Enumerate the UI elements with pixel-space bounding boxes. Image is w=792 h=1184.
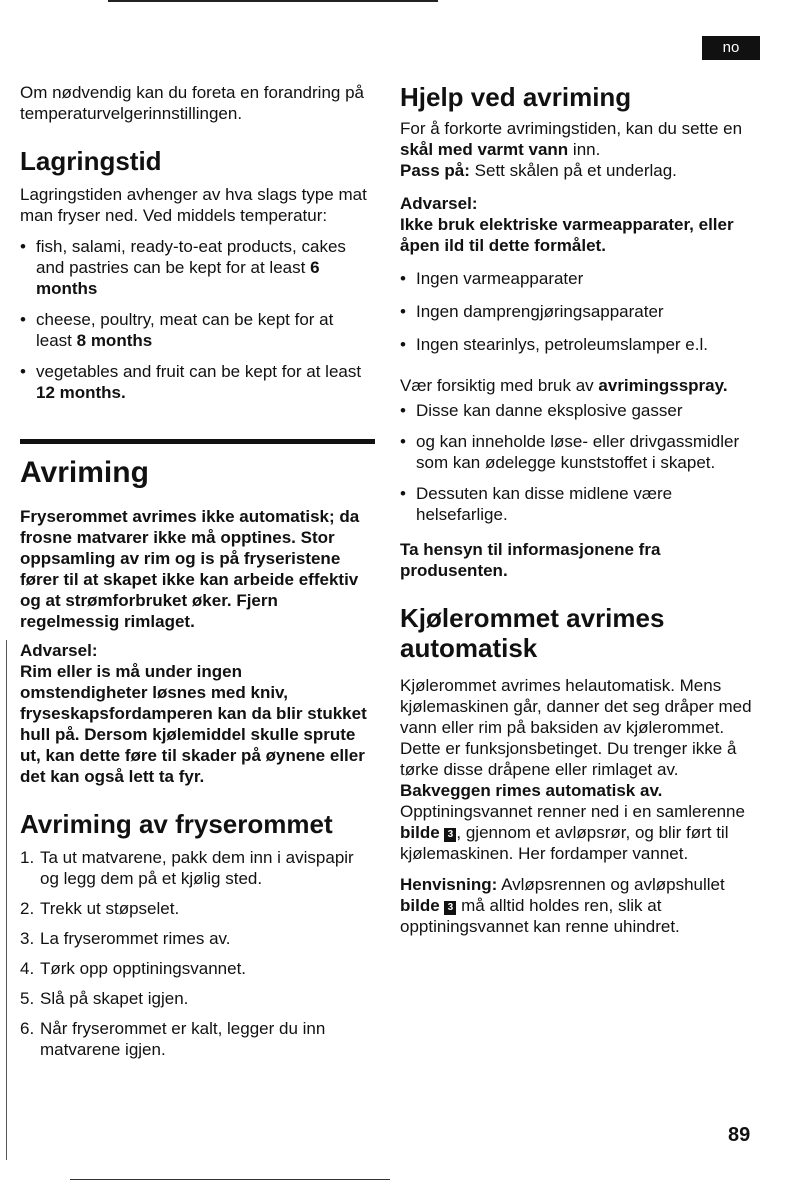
storage-list [20, 236, 370, 403]
figure-badge: 3 [444, 901, 456, 915]
bottom-rule [70, 1179, 390, 1180]
step-item: 3. La fryserommet rimes av. [20, 929, 231, 948]
caution-text: Rim eller is må under ingen omstendigheter løsnes med kniv, fryseskapsfordamperen kan da blir stukket hull på. Dersom kjølemiddel skulle sprute ut, kan dette føre til skader på øynene eller det kan også lett ta fyr. [20, 662, 367, 786]
heading-fridge-defrost: Kjølerommet avrimes automatisk [400, 603, 665, 663]
list-item: • Disse kan danne eksplosive gasser [400, 400, 768, 421]
list-item: • Ingen varmeapparater [400, 268, 768, 289]
step-item: 4. Tørk opp opptiningsvannet. [20, 959, 247, 978]
defrost-warning-paragraph: Fryserommet avrimes ikke automatisk; da frosne matvarer ikke må opptines. Stor oppsamling av rim og is på frysеristene fører til at skapet ikke kan arbeide effektiv og at strømforbruket øker. Fjern regelmessig rimlaget. [20, 507, 360, 631]
intro-paragraph: Om nødvendig kan du foreta en forandring på temperaturvelgerinnstillingen. [20, 83, 364, 123]
manufacturer-note: Ta hensyn til informasjonene fra produsenten. [400, 540, 661, 580]
storage-intro: Lagringstiden avhenger av hva slags type mat man fryser ned. Ved middels temperatur: [20, 185, 367, 225]
list-item: • og kan inneholde løse- eller drivgassmidler som kan ødelegge kunststoffet i skapet. [400, 431, 768, 473]
section-divider [20, 439, 375, 444]
heading-help: Hjelp ved avriming [400, 82, 632, 112]
left-margin-line [6, 640, 7, 1160]
figure-badge: 3 [444, 828, 456, 842]
list-item: • cheese, poultry, meat can be kept for at least 8 months [20, 309, 370, 351]
caution-label: Advarsel: [20, 641, 98, 660]
help-note: Pass på: Sett skålen på et underlag. [400, 161, 677, 180]
steps-list [20, 847, 370, 1060]
spray-list [400, 400, 768, 525]
help-warning-label: Advarsel: [400, 194, 478, 213]
language-badge: no [702, 36, 760, 60]
top-rule [108, 0, 438, 2]
help-warning-text: Ikke bruk elektriske varmeapparater, eller åpen ild til dette formålet. [400, 215, 734, 255]
step-item: 5. Slå på skapet igjen. [20, 989, 189, 1008]
heading-freezer-defrost: Avriming av fryserommet [20, 809, 333, 839]
fridge-note: Henvisning: Avløpsrennen og avløpshullet bilde 3 må alltid holdes ren, slik at opptiningsvannet kan renne uhindret. [400, 875, 725, 936]
heater-list [400, 268, 768, 355]
list-item: • Ingen damprengjøringsapparater [400, 301, 768, 322]
step-item: 6. Når fryserommet er kalt, legger du inn matvarene igjen. [20, 1019, 326, 1059]
list-item: • Ingen stearinlys, petroleumslamper e.l. [400, 334, 768, 355]
step-item: 1. Ta ut matvarene, pakk dem inn i avispapir og legg dem på et kjølig sted. [20, 848, 354, 888]
list-item: • vegetables and fruit can be kept for at least 12 months. [20, 361, 370, 403]
heading-defrost: Avriming [20, 456, 149, 489]
spray-paragraph: Vær forsiktig med bruk av avrimingsspray. [400, 376, 728, 395]
step-item: 2. Trekk ut støpselet. [20, 899, 180, 918]
right-column [400, 82, 768, 937]
list-item: • Dessuten kan disse midlene være helsefarlige. [400, 483, 768, 525]
page-number: 89 [728, 1124, 751, 1146]
list-item: • fish, salami, ready-to-eat products, cakes and pastries can be kept for at least 6 months [20, 236, 370, 299]
fridge-paragraph: Kjølerommet avrimes helautomatisk. Mens kjølemaskinen går, danner det seg dråper med vann eller rim på baksiden av kjølerommet. Dette er funksjonsbetinget. Du trenger ikke å tørke disse dråpene eller rimlaget av. Bakveggen rimes automatisk av. Opptiningsvannet renner ned i en samlerenne bilde 3 , gjennom et avløpsrør, og blir ført til kjølemaskinen. Her fordamper vannet. [400, 676, 752, 863]
heading-storage: Lagringstid [20, 146, 162, 176]
help-paragraph: For å forkorte avrimingstiden, kan du sette en skål med varmt vann inn. [400, 119, 743, 159]
left-column [20, 82, 370, 1060]
